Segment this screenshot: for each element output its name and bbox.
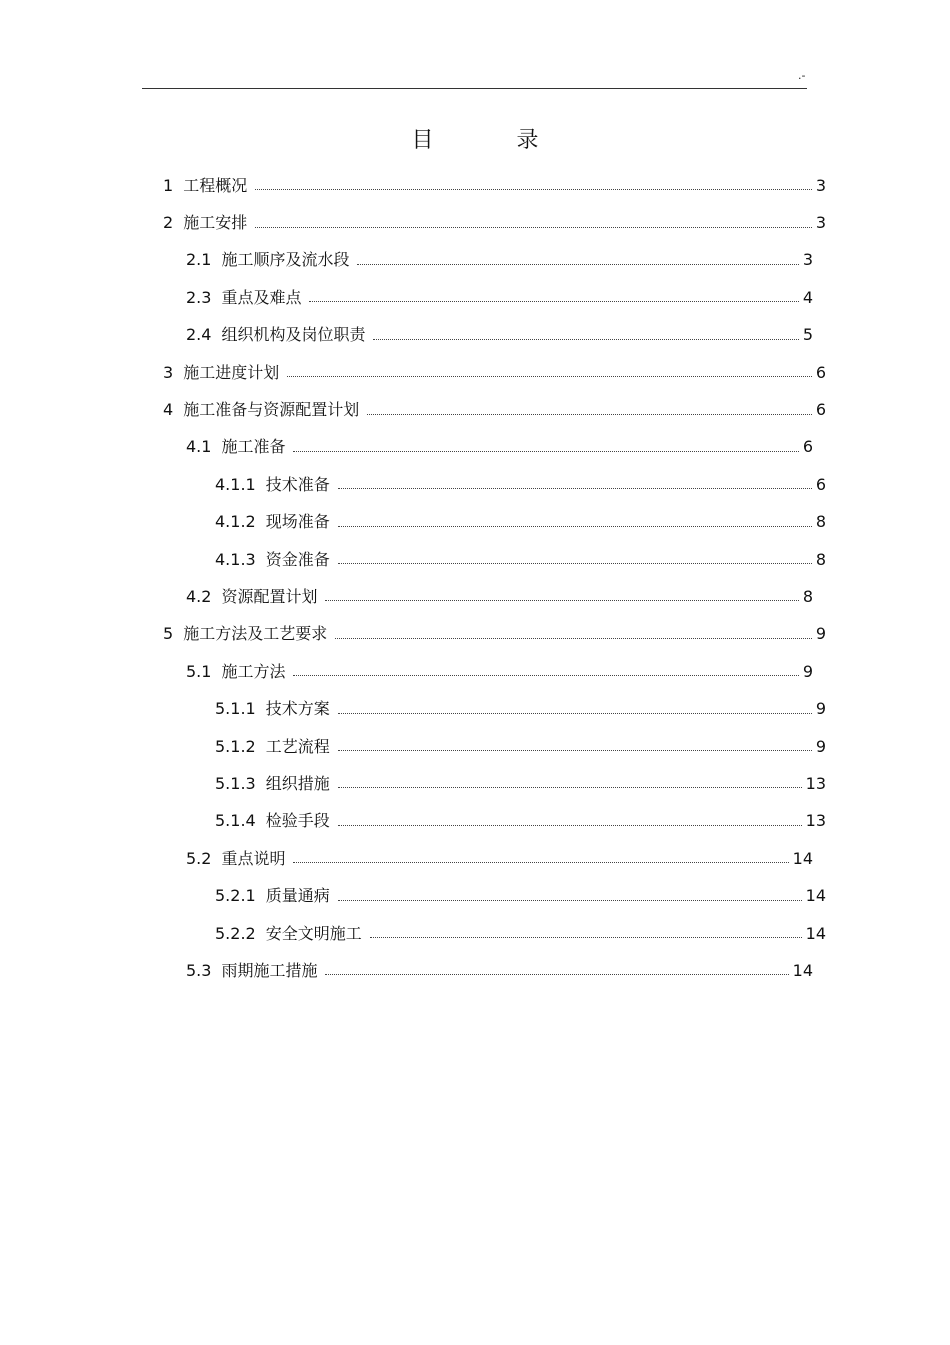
toc-entry[interactable] (0, 653, 950, 690)
toc-entry[interactable] (0, 803, 950, 840)
toc-entry-label: 资源配置计划 (221, 586, 318, 606)
toc-entry-number: 5 (163, 624, 174, 644)
toc-entry-page: 9 (815, 699, 826, 719)
toc-entry-number: 5.2 (186, 848, 212, 868)
toc-entry-number: 1 (163, 175, 174, 195)
toc-dot-leader (335, 618, 812, 639)
toc-entry-page: 3 (815, 175, 826, 195)
toc-entry-label: 施工顺序及流水段 (221, 250, 350, 270)
toc-dot-leader (293, 431, 798, 452)
toc-entry-page: 6 (815, 400, 826, 420)
toc-entry-label: 施工安排 (183, 213, 248, 233)
toc-entry-label: 技术方案 (265, 699, 330, 719)
toc-entry[interactable] (0, 728, 950, 765)
toc-entry-page: 13 (805, 773, 826, 793)
toc-entry-number: 2.4 (186, 325, 212, 345)
toc-entry[interactable] (0, 204, 950, 241)
toc-dot-leader (287, 356, 812, 377)
toc-entry-page: 6 (802, 437, 813, 457)
toc-entry-label: 工程概况 (183, 175, 248, 195)
toc-entry-number: 2 (163, 213, 174, 233)
toc-entry-label: 技术准备 (265, 474, 330, 494)
toc-dot-leader (338, 693, 812, 714)
toc-entry[interactable] (0, 504, 950, 541)
toc-entry-number: 2.1 (186, 250, 212, 270)
toc-entry-page: 14 (792, 848, 813, 868)
toc-entry[interactable] (0, 466, 950, 503)
toc-entry[interactable] (0, 915, 950, 952)
toc-entry-page: 9 (802, 661, 813, 681)
toc-entry[interactable] (0, 317, 950, 354)
table-of-contents (0, 167, 950, 990)
toc-entry-label: 重点说明 (221, 848, 286, 868)
toc-dot-leader (338, 880, 802, 901)
toc-dot-leader (338, 730, 812, 751)
toc-entry-page: 8 (815, 512, 826, 532)
toc-entry[interactable] (0, 279, 950, 316)
toc-entry-number: 4 (163, 400, 174, 420)
toc-entry-number: 4.1.1 (215, 474, 256, 494)
toc-entry[interactable] (0, 616, 950, 653)
toc-entry-label: 施工准备与资源配置计划 (183, 400, 360, 420)
toc-entry-page: 8 (802, 586, 813, 606)
toc-dot-leader (255, 169, 812, 190)
header-mark: .- (798, 69, 806, 82)
toc-entry-number: 5.1 (186, 661, 212, 681)
toc-entry-page: 6 (815, 474, 826, 494)
toc-entry-number: 5.2.2 (215, 923, 256, 943)
toc-entry-label: 组织措施 (265, 773, 330, 793)
toc-entry[interactable] (0, 541, 950, 578)
toc-entry-label: 资金准备 (265, 549, 330, 569)
toc-entry[interactable] (0, 429, 950, 466)
toc-entry-page: 14 (792, 960, 813, 980)
toc-dot-leader (367, 394, 812, 415)
toc-entry[interactable] (0, 354, 950, 391)
toc-entry[interactable] (0, 391, 950, 428)
toc-entry-number: 5.1.2 (215, 736, 256, 756)
toc-entry-label: 施工进度计划 (183, 362, 280, 382)
toc-dot-leader (373, 319, 798, 340)
toc-entry-label: 安全文明施工 (265, 923, 362, 943)
toc-entry-page: 13 (805, 811, 826, 831)
toc-entry-label: 施工准备 (221, 437, 286, 457)
toc-entry-label: 雨期施工措施 (221, 960, 318, 980)
toc-entry-number: 4.2 (186, 586, 212, 606)
toc-dot-leader (325, 954, 788, 975)
toc-entry-number: 4.1.2 (215, 512, 256, 532)
toc-entry-page: 8 (815, 549, 826, 569)
toc-entry-label: 施工方法及工艺要求 (183, 624, 328, 644)
toc-entry-page: 6 (815, 362, 826, 382)
toc-entry[interactable] (0, 765, 950, 802)
toc-entry-number: 5.1.1 (215, 699, 256, 719)
toc-title: 目 录 (411, 128, 577, 153)
toc-dot-leader (338, 767, 802, 788)
toc-entry-page: 4 (802, 287, 813, 307)
toc-entry-number: 5.3 (186, 960, 212, 980)
toc-entry-label: 工艺流程 (265, 736, 330, 756)
toc-dot-leader (370, 917, 802, 938)
toc-entry[interactable] (0, 840, 950, 877)
toc-entry-label: 施工方法 (221, 661, 286, 681)
toc-entry-label: 现场准备 (265, 512, 330, 532)
toc-dot-leader (357, 244, 798, 265)
toc-entry-label: 质量通病 (265, 886, 330, 906)
toc-entry-label: 检验手段 (265, 811, 330, 831)
toc-dot-leader (338, 506, 812, 527)
toc-entry[interactable] (0, 952, 950, 989)
toc-entry-page: 3 (802, 250, 813, 270)
toc-dot-leader (309, 281, 798, 302)
toc-entry-page: 9 (815, 624, 826, 644)
toc-entry[interactable] (0, 578, 950, 615)
toc-dot-leader (325, 580, 798, 601)
toc-dot-leader (338, 468, 812, 489)
toc-entry-number: 5.2.1 (215, 886, 256, 906)
toc-dot-leader (293, 842, 788, 863)
toc-entry-label: 组织机构及岗位职责 (221, 325, 366, 345)
toc-entry-label: 重点及难点 (221, 287, 302, 307)
toc-entry-page: 9 (815, 736, 826, 756)
toc-entry-number: 4.1 (186, 437, 212, 457)
toc-dot-leader (255, 207, 812, 228)
toc-entry-page: 14 (805, 886, 826, 906)
toc-entry-number: 5.1.4 (215, 811, 256, 831)
toc-dot-leader (293, 655, 798, 676)
toc-entry[interactable] (0, 167, 950, 204)
toc-entry[interactable] (0, 242, 950, 279)
toc-entry-page: 3 (815, 213, 826, 233)
toc-dot-leader (338, 543, 812, 564)
toc-entry-page: 5 (802, 325, 813, 345)
toc-dot-leader (338, 805, 802, 826)
toc-entry-number: 4.1.3 (215, 549, 256, 569)
toc-entry[interactable] (0, 877, 950, 914)
toc-entry-number: 2.3 (186, 287, 212, 307)
header-rule (142, 88, 807, 89)
toc-entry-page: 14 (805, 923, 826, 943)
toc-entry[interactable] (0, 690, 950, 727)
toc-entry-number: 3 (163, 362, 174, 382)
toc-entry-number: 5.1.3 (215, 773, 256, 793)
